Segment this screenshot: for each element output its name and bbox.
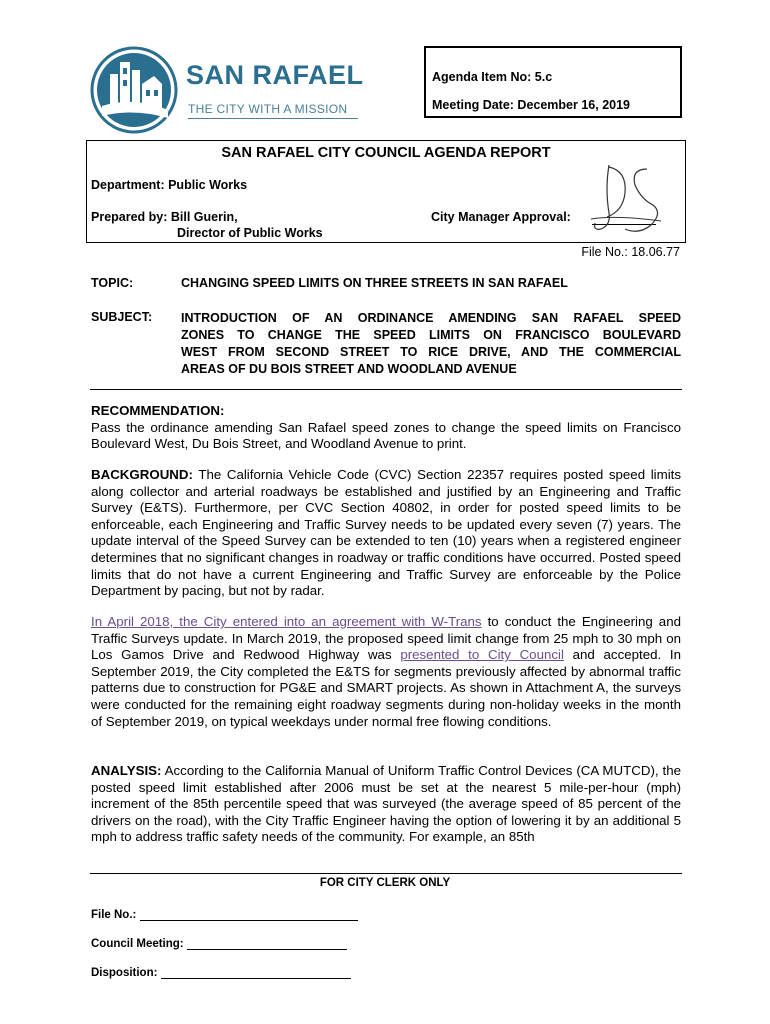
background-continued [91,614,681,730]
clerk-file-no [91,908,358,921]
topic-label: TOPIC: [91,276,134,290]
logo-name: SAN RAFAEL [186,60,364,90]
prepared-by-title: Director of Public Works [177,226,323,240]
logo-underline [188,118,358,119]
clerk-council-meeting-label: Council Meeting: [91,938,184,950]
subject-label: SUBJECT: [91,310,153,324]
clerk-file-no-field [140,908,358,921]
analysis-heading: ANALYSIS: [91,763,162,778]
subject-line: ZONES TO CHANGE THE SPEED LIMITS ON FRANCISCO BOULEVARD [181,328,681,342]
city-seal-icon [88,44,388,140]
background2-text2: and accepted. In September 2019, the City completed the E&TS for segments previously affected by abnormal traffic patterns due to construction for PG&E and SMART projects. As shown in Attachment A, the surveys were conducted for the remaining eight roadway segments during non-holiday weeks in the month of September 2019, on typical weekdays under normal free flowing conditions. [91,647,681,729]
report-title: SAN RAFAEL CITY COUNCIL AGENDA REPORT [221,145,551,161]
subject-line: AREAS OF DU BOIS STREET AND WOODLAND AVENUE [181,362,517,376]
recommendation-text: Pass the ordinance amending San Rafael speed zones to change the speed limits on Francisco Boulevard West, Du Bois Street, and Woodland Avenue to print. [91,419,681,452]
agenda-item-number: Agenda Item No: 5.c [432,70,553,84]
background-section [91,467,681,600]
background2-text1: to conduct the Engineering and Traffic Surveys update. In March 2019, the proposed speed limit change from 25 mph to 30 mph on Los Gamos Drive and Redwood Highway was [91,614,681,663]
clerk-disposition-field [161,966,351,979]
background-heading: BACKGROUND: [91,467,193,482]
subject-line: INTRODUCTION OF AN ORDINANCE AMENDING SAN RAFAEL SPEED [181,311,681,325]
department: Department: Public Works [91,178,248,192]
city-logo [88,44,388,140]
recommendation-section [91,403,681,453]
report-header-box [86,140,686,243]
clerk-disposition-label: Disposition: [91,967,158,979]
clerk-council-meeting [91,937,347,950]
divider [90,389,682,390]
agenda-info-box [424,46,682,118]
signature-icon [587,159,667,241]
file-number: File No.: 18.06.77 [581,245,680,259]
footer-divider [90,873,682,874]
meeting-date: Meeting Date: December 16, 2019 [432,98,631,112]
subject-line: WEST FROM SECOND STREET TO RICE DRIVE, AND THE COMMERCIAL [181,345,681,359]
analysis-text: According to the California Manual of Uniform Traffic Control Devices (CA MUTCD), the posted speed limit established after 2006 must be set at the nearest 5 mile-per-hour (mph) increment of the 85th percentile speed that was surveyed (the average speed of 85 percent of the drivers on the road), with the City Traffic Engineer having the option of lowering it by an additional 5 mph to address traffic safety needs of the community. For example, an 85th [91,763,681,845]
clerk-heading: FOR CITY CLERK ONLY [319,877,451,889]
prepared-by: Prepared by: Bill Guerin, [91,210,238,224]
recommendation-heading: RECOMMENDATION: [91,403,225,418]
city-manager-approval: City Manager Approval: [431,210,571,224]
clerk-disposition [91,966,351,979]
background-text: The California Vehicle Code (CVC) Section 22357 requires posted speed limits along collector and arterial roadways be established and justified by an Engineering and Traffic Survey (E&TS). Furthermore, per CVC Section 40802, in order for posted speed limits to be enforceable, each Engineering and Traffic Survey needs to be updated every seven (7) years. The update interval of the Speed Survey can be extended to ten (10) years when a registered engineer determines that no significant changes in roadway or traffic conditions have occurred. Posted speed limits that do not have a current Engineering and Traffic Survey are enforceable by the Police Department by pacing, but not by radar. [91,467,681,599]
logo-tagline: THE CITY WITH A MISSION [188,102,348,116]
clerk-file-no-label: File No.: [91,909,137,921]
agreement-link[interactable]: In April 2018, the City entered into an agreement with W-Trans [91,614,482,629]
subject-text [181,310,681,378]
topic-text: CHANGING SPEED LIMITS ON THREE STREETS IN SAN RAFAEL [181,276,568,290]
analysis-section [91,763,681,846]
clerk-council-meeting-field [187,937,347,950]
city-council-link[interactable]: presented to City Council [400,647,564,663]
